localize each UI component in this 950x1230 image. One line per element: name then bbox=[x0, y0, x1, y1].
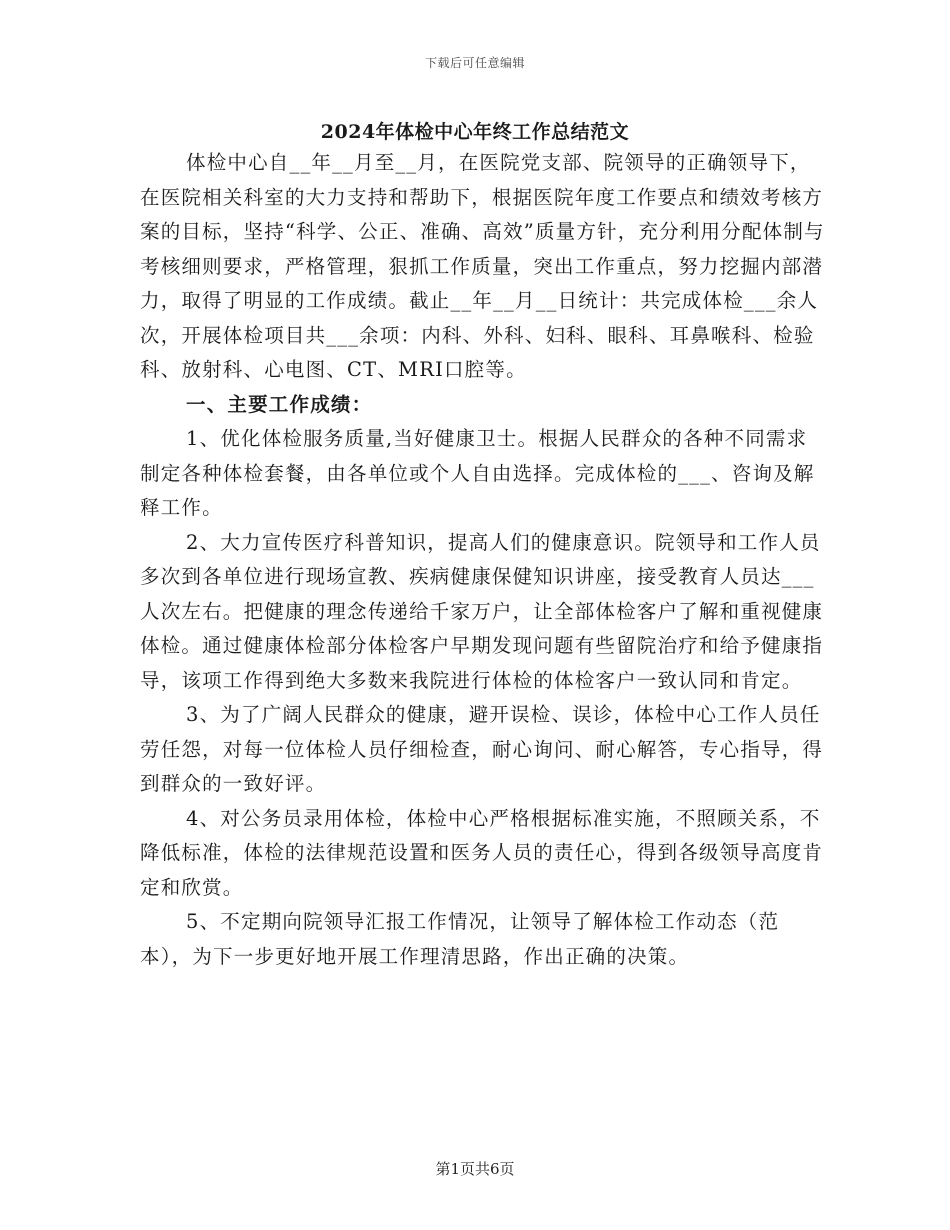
intro-paragraph: 体检中心自__年__月至__月，在医院党支部、院领导的正确领导下，在医院相关科室的大力支持和帮助下，根据医院年度工作要点和绩效考核方案的目标，坚持“科学、公正、准确、高效”质量方针，充分利用分配体制与考核细则要求，严格管理，狠抓工作质量，突出工作重点，努力挖掘内部潜力，取得了明显的工作成绩。截止__年__月__日统计：共完成体检___余人次，开展体检项目共___余项：内科、外科、妇科、眼科、耳鼻喉科、检验科、放射科、心电图、CT、MRI口腔等。 bbox=[140, 151, 825, 381]
document-title: 2024年体检中心年终工作总结范文 bbox=[320, 121, 630, 143]
list-item: 2、大力宣传医疗科普知识，提高人们的健康意识。院领导和工作人员多次到各单位进行现场宣教、疾病健康保健知识讲座，接受教育人员达___人次左右。把健康的理念传递给千家万户，让全部体检客户了解和重视健康体检。通过健康体检部分体检客户早期发现问题有些留院治疗和给予健康指导，该项工作得到绝大多数来我院进行体检的体检客户一致认同和肯定。 bbox=[140, 530, 824, 692]
section-heading: 一、主要工作成绩： bbox=[186, 392, 373, 416]
document-body bbox=[140, 146, 825, 974]
list-item: 5、不定期向院领导汇报工作情况，让领导了解体检工作动态（范本），为下一步更好地开展工作理清思路，作出正确的决策。 bbox=[140, 910, 780, 968]
list-item: 1、优化体检服务质量,当好健康卫士。根据人民群众的各种不同需求制定各种体检套餐，由各单位或个人自由选择。完成体检的___、咨询及解释工作。 bbox=[140, 427, 815, 519]
page-number-indicator: 第1页共6页 bbox=[435, 1160, 515, 1178]
list-item: 3、为了广阔人民群众的健康，避开误检、误诊，体检中心工作人员任劳任怨，对每一位体检人员仔细检查，耐心询问、耐心解答，专心指导，得到群众的一致好评。 bbox=[140, 703, 824, 795]
page-header-note: 下载后可任意编辑 bbox=[424, 56, 525, 70]
list-item: 4、对公务员录用体检，体检中心严格根据标准实施，不照顾关系，不降低标准，体检的法律规范设置和医务人员的责任心，得到各级领导高度肯定和欣赏。 bbox=[140, 806, 824, 899]
